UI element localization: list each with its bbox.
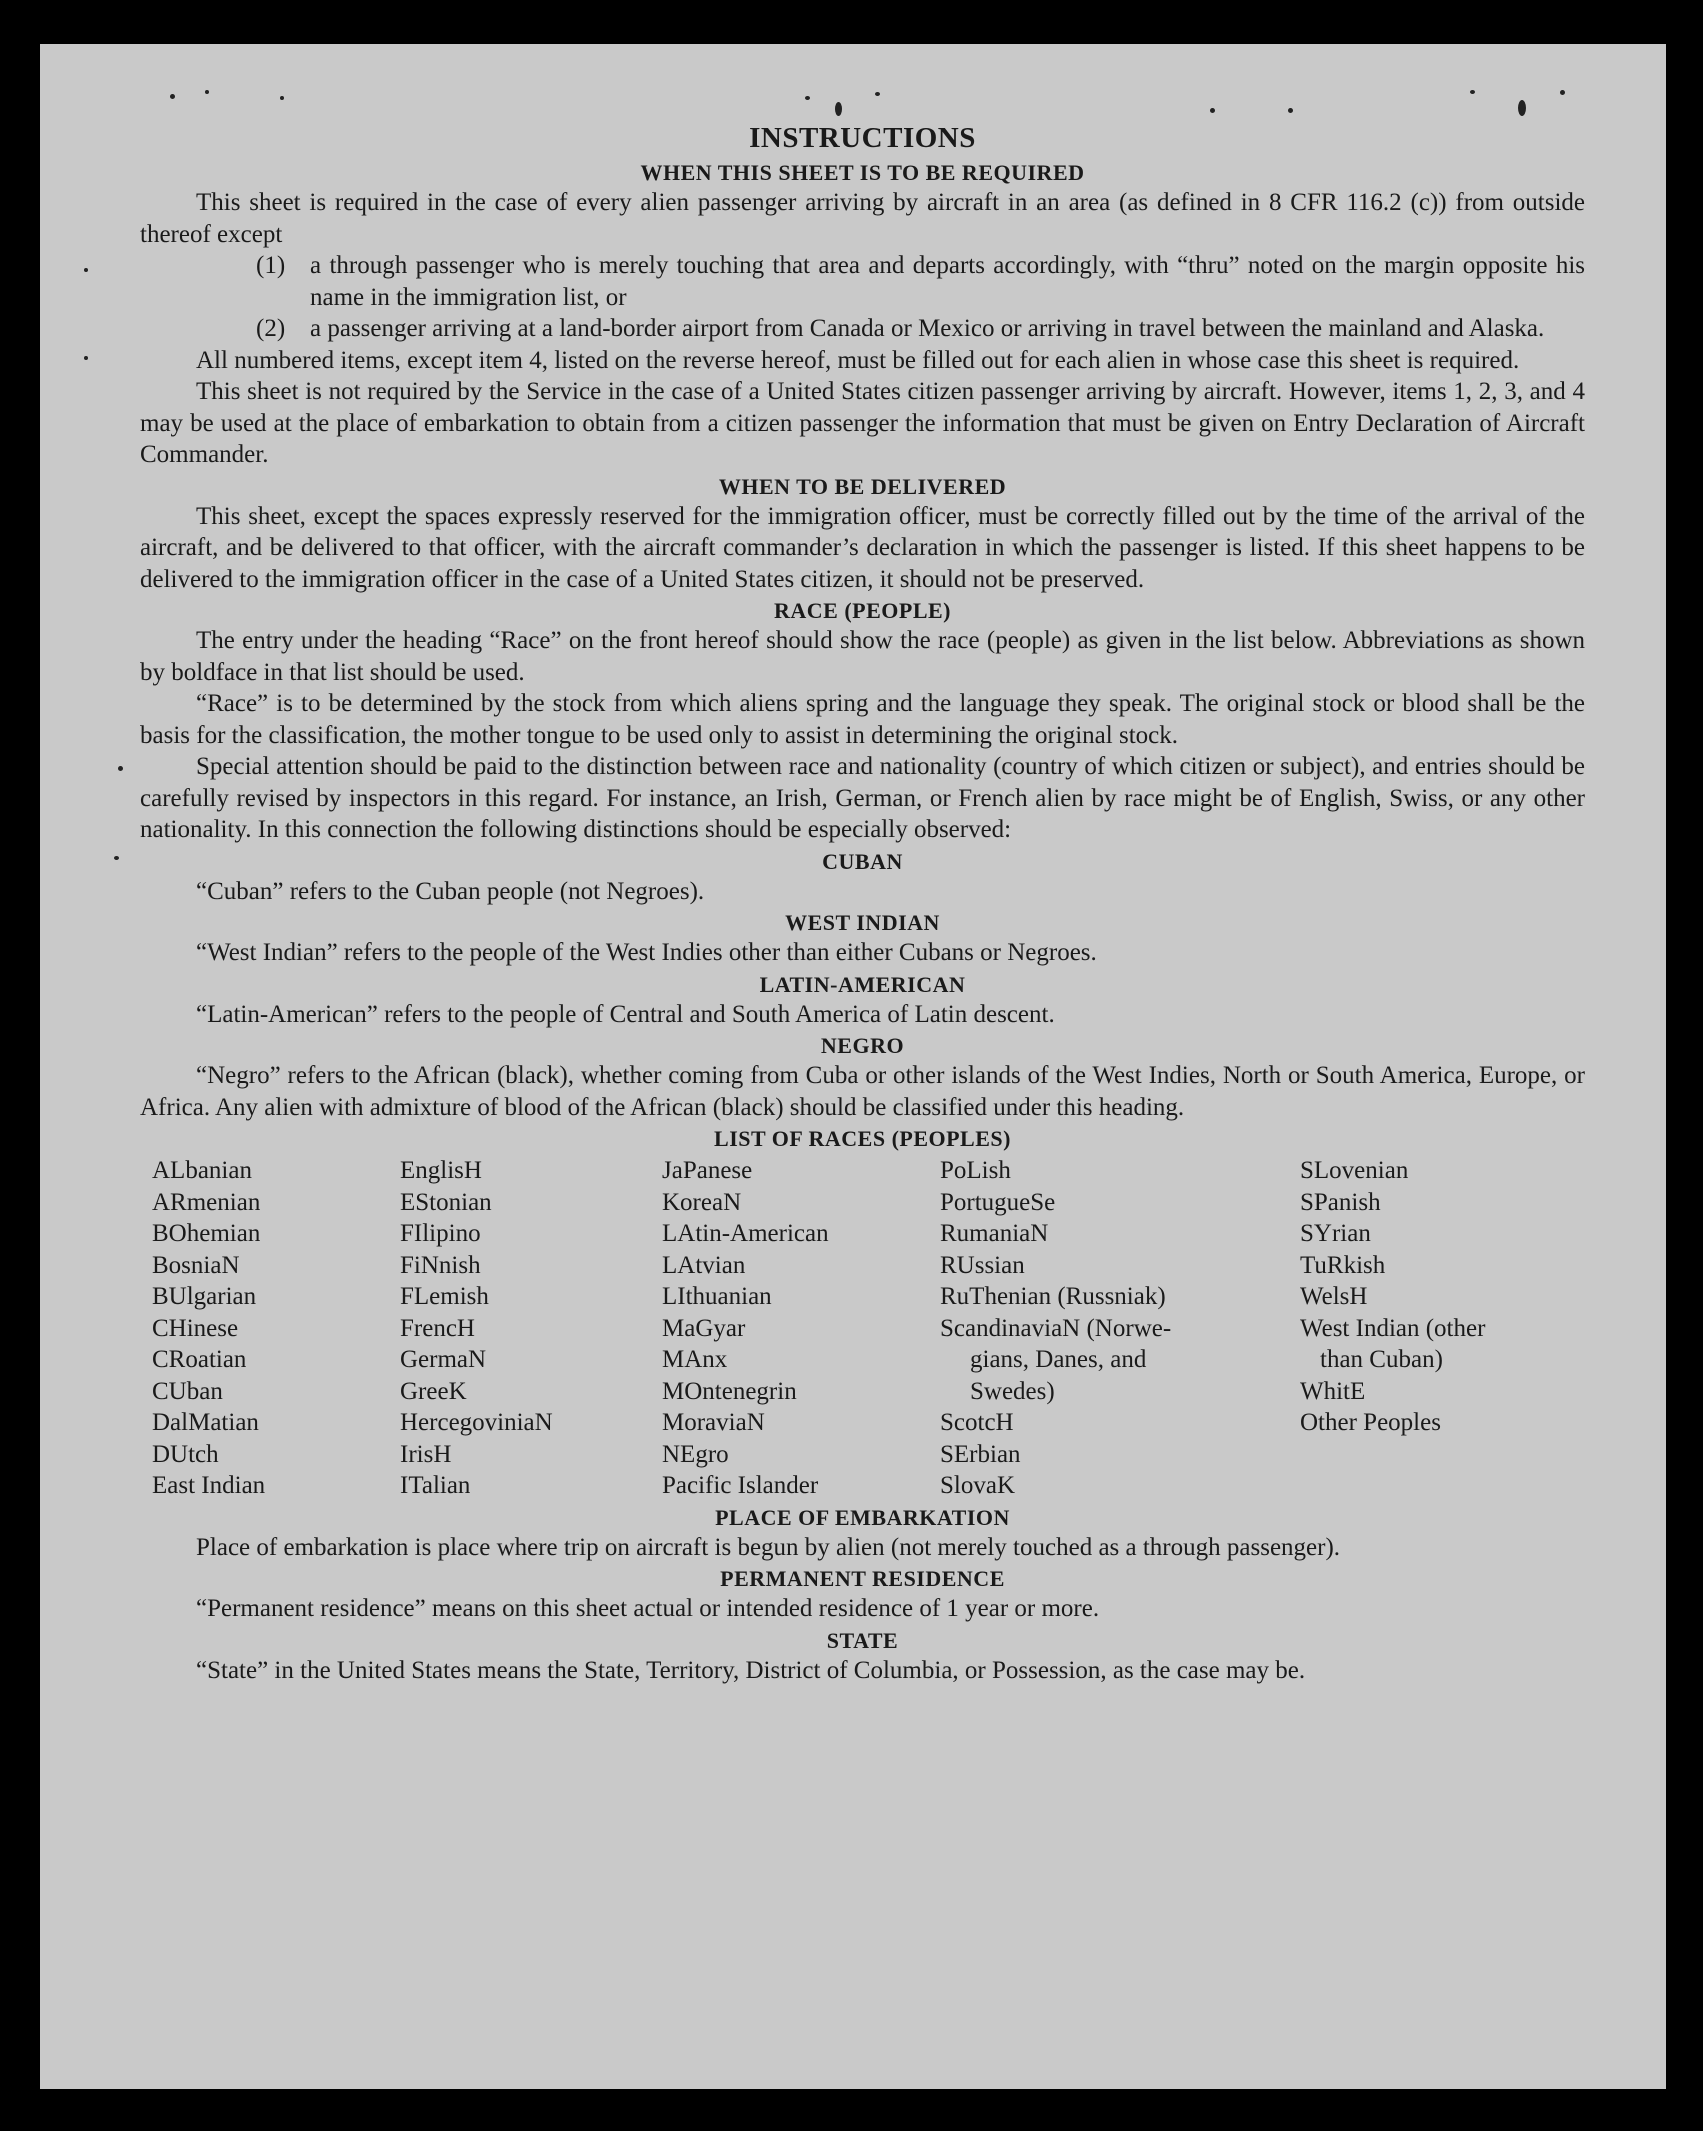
race-entry: DUtch [152,1440,219,1468]
race-entry: Swedes) [970,1377,1055,1405]
scan-speck [114,856,119,860]
race-entry: SErbian [940,1440,1021,1468]
race-entry: CRoatian [152,1346,247,1373]
heading-permanent-residence: PERMANENT RESIDENCE [720,1566,1005,1591]
race-entry: SYrian [1300,1220,1371,1247]
heading-negro: NEGRO [820,1033,905,1058]
race-entry: WelsH [1300,1283,1368,1310]
paragraph-west-indian: “West Indian” refers to the people of the West Indies other than either Cubans or Negroes. [196,939,1097,966]
race-entry: BosniaN [152,1251,240,1279]
paragraph-race-stock: “Race” is to be determined by the stock from which aliens spring and the language they speak. The original stock or blood shall be the basis for the classification, the mother tongue to be used only to assist in determining the original stock. [140,690,1585,749]
race-entry: KoreaN [662,1188,742,1216]
race-entry: DalMatian [152,1409,259,1436]
race-entry: ScotcH [940,1409,1014,1436]
race-entry: FLemish [400,1283,489,1310]
heading-list-of-races: LIST OF RACES (PEOPLES) [714,1126,1011,1151]
scan-speck [118,766,123,771]
race-entry: SlovaK [940,1472,1015,1499]
race-entry: BUlgarian [152,1283,257,1310]
scan-speck [1560,90,1565,95]
exception-number: (2) [256,315,286,342]
race-entry: ALbanian [152,1157,252,1184]
heading-west-indian: WEST INDIAN [785,910,940,935]
heading-place-of-embarkation: PLACE OF EMBARKATION [715,1504,1010,1530]
race-column [152,1155,400,1502]
race-entry: RumaniaN [940,1220,1049,1247]
race-entry: LAtvian [662,1251,746,1279]
race-entry: FrencH [400,1314,475,1342]
race-entry: TuRkish [1300,1251,1386,1279]
race-entry: GermaN [400,1346,487,1373]
exception-item [256,250,1585,313]
exception-number: (1) [256,252,286,279]
race-entry: FIlipino [400,1220,481,1247]
paragraph-embarkation: Place of embarkation is place where trip on aircraft is begun by alien (not merely touched as a through passenger). [196,1533,1341,1561]
race-entry: NEgro [662,1440,729,1468]
heading-when-delivered: WHEN TO BE DELIVERED [718,473,1007,499]
race-entry: LAtin-American [662,1220,829,1247]
race-entry: FiNnish [400,1251,481,1279]
scan-speck [1288,108,1293,113]
paragraph-negro: “Negro” refers to the African (black), whether coming from Cuba or other islands of the West Indies, North or South America, Europe, or Africa. Any alien with admixture of blood of the African (black) should be classified under this heading. [140,1062,1585,1121]
race-column [940,1155,1300,1502]
race-entry: East Indian [152,1472,266,1499]
race-entry: EStonian [400,1188,492,1216]
scan-speck [805,96,810,100]
race-column [400,1155,662,1502]
race-entry: LIthuanian [662,1283,772,1310]
scan-speck [1470,90,1475,94]
race-entry: JaPanese [662,1157,753,1184]
race-entry: ITalian [400,1472,471,1499]
paragraph-state: “State” in the United States means the State, Territory, District of Columbia, or Possession, as the case may be. [196,1656,1306,1684]
race-entry: West Indian (other [1300,1314,1486,1342]
race-entry: than Cuban) [1320,1346,1443,1373]
paragraph-citizen: This sheet is not required by the Service in the case of a United States citizen passenger arriving by aircraft. However, items 1, 2, 3, and 4 may be used at the place of embarkation to obtain from a citizen passenger the information that must be given on Entry Declaration of Aircraft Commander. [140,378,1585,468]
scan-speck [280,96,284,100]
race-entry: MOntenegrin [662,1377,797,1405]
race-entry: GreeK [400,1377,467,1405]
paragraph-required: This sheet is required in the case of every alien passenger arriving by aircraft in an area (as defined in 8 CFR 116.2 (c)) from outside thereof except [140,189,1585,248]
document-sheet [40,44,1666,2089]
race-entry: PoLish [940,1157,1011,1184]
race-entry: Other Peoples [1300,1409,1441,1436]
race-entry: HercegoviniaN [400,1409,553,1436]
heading-state: STATE [826,1627,899,1653]
scan-speck [205,90,209,94]
race-entry: ARmenian [152,1188,261,1216]
race-entry: MAnx [662,1346,728,1373]
race-entry: EnglisH [400,1157,482,1184]
heading-when-required: WHEN THIS SHEET IS TO BE REQUIRED [640,160,1085,185]
instructions-content [140,122,1585,1686]
race-entry: SLovenian [1300,1157,1409,1184]
race-entry: gians, Danes, and [970,1346,1147,1373]
scan-speck [1210,108,1215,113]
race-entry: ScandinaviaN (Norwe- [940,1314,1172,1342]
scan-speck [170,94,175,99]
race-entry: PortugueSe [940,1188,1056,1216]
paragraph-numbered-items: All numbered items, except item 4, listed on the reverse hereof, must be filled out for each alien in whose case this sheet is required. [196,346,1520,374]
paragraph-race-distinction: Special attention should be paid to the distinction between race and nationality (country of which citizen or subject), and entries should be carefully revised by inspectors in this regard. For instance, an Irish, German, or French alien by race might be of English, Swiss, or any other nationality. In this connection the following distinctions should be especially observed: [140,753,1585,843]
race-entry: MaGyar [662,1314,746,1342]
exception-text: a passenger arriving at a land-border airport from Canada or Mexico or arriving in travel between the mainland and Alaska. [310,315,1545,342]
scan-speck [875,92,880,96]
paragraph-cuban: “Cuban” refers to the Cuban people (not Negroes). [196,877,705,905]
exception-text: a through passenger who is merely touching that area and departs accordingly, with “thru” noted on the margin opposite his name in the immigration list, or [310,252,1585,311]
race-entry: WhitE [1300,1377,1366,1405]
heading-latin-american: LATIN-AMERICAN [759,971,966,997]
race-entry: IrisH [400,1440,452,1468]
race-column [1300,1155,1580,1502]
race-entry: RuThenian (Russniak) [940,1283,1166,1310]
paragraph-latin-american: “Latin-American” refers to the people of Central and South America of Latin descent. [196,1000,1055,1028]
race-entry: SPanish [1300,1188,1381,1216]
paragraph-residence: “Permanent residence” means on this sheet actual or intended residence of 1 year or more. [196,1595,1100,1622]
paragraph-race-entry: The entry under the heading “Race” on the front hereof should show the race (people) as given in the list below. Abbreviations as shown by boldface in that list should be used. [140,627,1585,686]
race-entry: Pacific Islander [662,1472,819,1499]
scan-speck [84,356,88,360]
race-column [662,1155,940,1502]
race-entry: MoraviaN [662,1409,765,1436]
heading-cuban: CUBAN [822,848,903,874]
page-title: INSTRUCTIONS [749,122,976,154]
race-list [140,1155,1585,1502]
race-entry: CUban [152,1377,223,1405]
paragraph-delivered: This sheet, except the spaces expressly reserved for the immigration officer, must be correctly filled out by the time of the arrival of the aircraft, and be delivered to that officer, with the aircraft commander’s declaration in which the passenger is listed. If this sheet happens to be delivered to the immigration officer in the case of a United States citizen, it should not be preserved. [140,502,1585,593]
race-entry: BOhemian [152,1220,261,1247]
race-entry: CHinese [152,1314,239,1342]
race-entry: RUssian [940,1251,1025,1279]
scan-speck [835,102,842,116]
scan-speck [1518,100,1526,116]
heading-race: RACE (PEOPLE) [774,598,951,623]
scan-speck [84,268,88,272]
exception-item [256,313,1585,345]
